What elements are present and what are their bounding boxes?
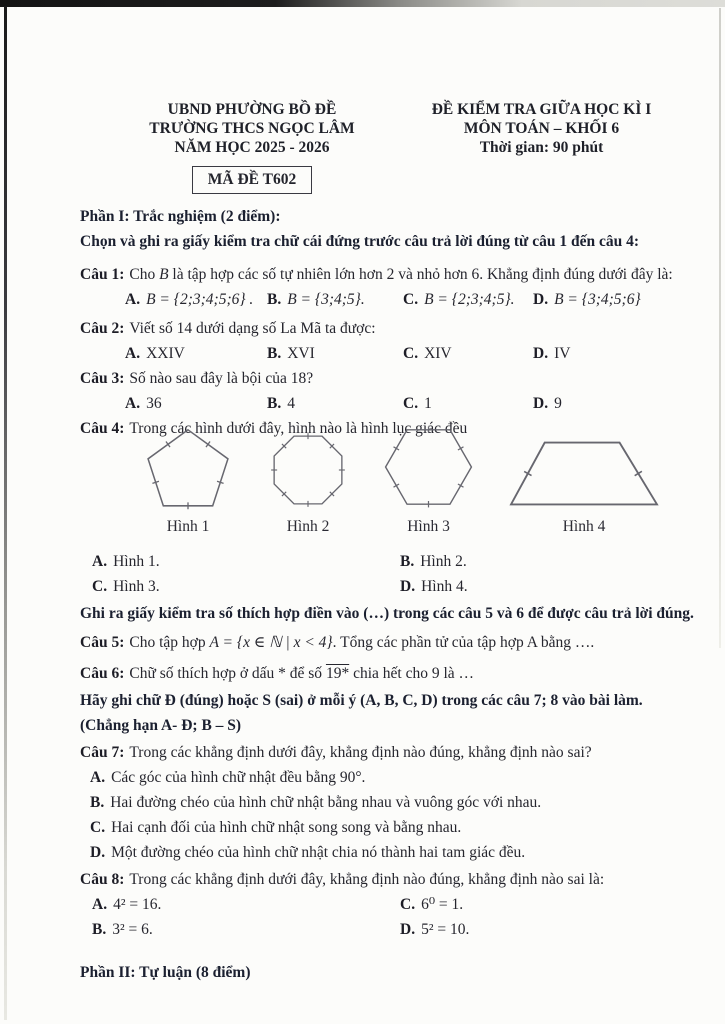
question-2 (80, 316, 697, 341)
question-7-text: Trong các khẳng định dưới đây, khẳng định nào đúng, khẳng định nào sai? (129, 744, 592, 761)
question-3-text: Số nào sau đây là bội của 18? (129, 370, 314, 387)
question-6 (80, 661, 697, 686)
question-2-text: Viết số 14 dưới dạng số La Mã ta được: (129, 320, 376, 337)
question-5-text-pre: Cho tập hợp (129, 634, 210, 651)
option-3a: A. 36 (125, 395, 162, 412)
question-1-label: Câu 1: (80, 266, 125, 283)
question-8 (80, 867, 697, 892)
figure-hinh-3 (382, 424, 475, 539)
question-4-options-row2 (92, 574, 697, 599)
question-3-label: Câu 3: (80, 370, 125, 387)
question-1 (80, 262, 697, 287)
option-3b: B. 4 (267, 395, 295, 412)
option-4c: C. Hình 3. (92, 578, 160, 595)
part1-title: Phần I: Trắc nghiệm (2 điểm): (80, 208, 281, 225)
question-4-text: Trong các hình dưới đây, hình nào là hình lục giác đều (129, 420, 468, 437)
option-2a: A. XXIV (125, 345, 185, 362)
option-7c: C. Hai cạnh đối của hình chữ nhật song song và bằng nhau. (90, 819, 462, 836)
octagon-icon (268, 430, 348, 510)
option-1d: D. B = {3;4;5;6} (533, 291, 641, 308)
question-5-math: A = {x ∈ ℕ | x < 4} (209, 634, 333, 651)
question-5-label: Câu 5: (80, 634, 125, 651)
option-1c: C. B = {2;3;4;5}. (403, 291, 515, 308)
question-1-text-post: là tập hợp các số tự nhiên lớn hơn 2 và nhỏ hơn 6. Khẳng định đúng dưới đây là: (168, 266, 673, 283)
option-3c: C. 1 (403, 395, 432, 412)
question-7-label: Câu 7: (80, 744, 125, 761)
question-2-label: Câu 2: (80, 320, 125, 337)
scan-edge-left (4, 6, 7, 1020)
option-4b: B. Hình 2. (400, 553, 467, 570)
pentagon-icon (142, 426, 234, 510)
part2-title: Phần II: Tự luận (8 điểm) (80, 964, 251, 981)
question-4-options-row1 (92, 549, 697, 574)
exam-title-block (428, 100, 655, 194)
question-5 (80, 630, 697, 655)
question-8-text: Trong các khẳng định dưới đây, khẳng định nào đúng, khẳng định nào sai là: (129, 871, 605, 888)
question-8-options-row1 (92, 892, 697, 917)
option-2c: C. XIV (403, 345, 452, 362)
option-1b: B. B = {3;4;5}. (267, 291, 365, 308)
question-4-label: Câu 4: (80, 420, 125, 437)
option-8d: D. 5² = 10. (400, 921, 470, 938)
exam-body (80, 204, 697, 985)
option-7d: D. Một đường chéo của hình chữ nhật chia nó thành hai tam giác đều. (90, 844, 526, 861)
option-2d: D. IV (533, 345, 571, 362)
part1-instruction: Chọn và ghi ra giấy kiểm tra chữ cái đứng trước câu trả lời đúng từ câu 1 đến câu 4: (80, 233, 639, 250)
question-6-label: Câu 6: (80, 665, 125, 682)
question-7 (80, 740, 697, 765)
figure-hinh-2 (268, 430, 348, 539)
question-8-label: Câu 8: (80, 871, 125, 888)
question-2-options (125, 341, 697, 366)
option-3d: D. 9 (533, 395, 562, 412)
true-false-note: Hãy ghi chữ Đ (đúng) hoặc S (sai) ở mỗi ý (A, B, C, D) trong các câu 7; 8 vào bài làm. (80, 692, 643, 709)
true-false-example: (Chẳng hạn A- Đ; B – S) (80, 717, 242, 734)
option-7a: A. Các góc của hình chữ nhật đều bằng 90°. (90, 769, 366, 786)
figure-1-label: Hình 1 (166, 518, 210, 535)
school-block (76, 100, 428, 194)
question-1-var: B (159, 266, 169, 283)
figure-2-label: Hình 2 (286, 518, 330, 535)
exam-code: MÃ ĐỀ T602 (207, 171, 297, 188)
question-1-text-pre: Cho (129, 266, 160, 283)
scan-edge-right (719, 8, 721, 648)
option-2b: B. XVI (267, 345, 315, 362)
question-3 (80, 366, 697, 391)
question-5-text-post: . Tổng các phần tử của tập hợp A bằng …. (332, 634, 595, 651)
exam-code-box (192, 166, 312, 194)
org-name: UBND PHƯỜNG BỒ ĐỀ (167, 101, 337, 118)
figure-3-label: Hình 3 (407, 518, 450, 535)
trapezoid-icon (509, 437, 659, 510)
exam-header (0, 100, 725, 194)
option-7b: B. Hai đường chéo của hình chữ nhật bằng nhau và vuông góc với nhau. (90, 794, 542, 811)
question-6-text-pre: Chữ số thích hợp ở dấu * để số (129, 665, 326, 682)
exam-duration: Thời gian: 90 phút (479, 139, 604, 156)
question-6-text-post: chia hết cho 9 là … (349, 665, 475, 682)
fill-note: Ghi ra giấy kiểm tra số thích hợp điền vào (…) trong các câu 5 và 6 để được câu trả lời đúng. (80, 605, 694, 622)
exam-title: ĐỀ KIỂM TRA GIỮA HỌC KÌ I (431, 101, 652, 118)
question-3-options (125, 391, 697, 416)
question-6-overline-number: 19* (325, 665, 350, 682)
figure-4-label: Hình 4 (562, 518, 606, 535)
school-year: NĂM HỌC 2025 - 2026 (174, 139, 330, 156)
option-8a: A. 4² = 16. (92, 896, 162, 913)
exam-subject: MÔN TOÁN – KHỐI 6 (463, 120, 620, 137)
option-8c: C. 6⁰ = 1. (400, 896, 464, 913)
figure-hinh-1 (142, 426, 234, 539)
question-8-options-row2 (92, 917, 697, 942)
question-4-figures (142, 447, 697, 539)
option-4a: A. Hình 1. (92, 553, 160, 570)
school-name: TRƯỜNG THCS NGỌC LÂM (149, 120, 355, 137)
scan-edge-top (0, 0, 725, 7)
hexagon-icon (382, 424, 475, 510)
option-4d: D. Hình 4. (400, 578, 468, 595)
option-1a: A. B = {2;3;4;5;6} . (125, 291, 254, 308)
figure-hinh-4 (509, 437, 659, 539)
option-8b: B. 3² = 6. (92, 921, 153, 938)
question-1-options (125, 287, 697, 312)
